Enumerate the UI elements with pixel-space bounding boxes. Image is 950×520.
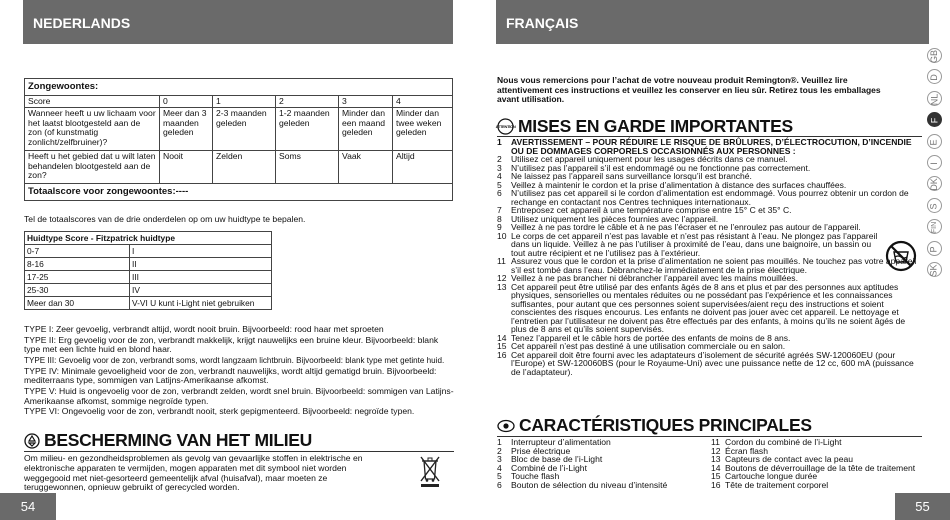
add-scores-note: Tel de totaalscores van de drie onderdelen op om uw huidtype te bepalen. xyxy=(24,214,306,224)
list-item: 1 AVERTISSEMENT – POUR RÉDUIRE LE RISQUE DE BRÛLURES, D’ÉLECTROCUTION, D’INCENDIE OU DE DOMMAGES CORPORELS OCCASIONNÉS AUX PERSONNES : xyxy=(497,137,912,156)
table-caption: Huidtype Score - Fitzpatrick huidtype xyxy=(25,232,272,245)
list-item: 1 Interrupteur d’alimentation xyxy=(497,437,611,447)
list-item: TYPE I: Zeer gevoelig, verbrandt altijd, wordt nooit bruin. Bijvoorbeeld: rood haar met sproeten xyxy=(24,324,384,334)
page-number: 55 xyxy=(895,493,950,520)
list-item: 11 Assurez vous que le cordon et la prise d’alimentation ne soient pas mouillés. Ne touchez pas votre appareil s’il est tombé dans l’eau. Débranchez-le immédiatement de la prise électrique. xyxy=(497,256,917,275)
list-item: 7 Entreposez cet appareil à une température comprise entre 15° C et 35° C. xyxy=(497,205,792,215)
page-french xyxy=(475,0,950,520)
page-header: NEDERLANDS xyxy=(23,0,453,44)
table-row: Meer dan 30 V-VI U kunt i-Light niet gebruiken xyxy=(25,297,272,310)
list-item: 13 Cet appareil peut être utilisé par des enfants âgés de 8 ans et plus et par des personnes aux aptitudes physiques, sensorielles ou mentales réduites ou ne possédant pas l’expérience et les connaissances suffisantes, pour autant que ces personnes soient supervisées/aient reçu des instructions et soient conscientes des risques encourus. Les enfants ne doivent pas jouer avec cet appareil. Le nettoyage et l’entretien par l’utilisateur ne doivent pas être effectués par des enfants, à moins qu’ils ne soient âgés de plus de 8 ans et qu’ils soient supervisés. xyxy=(497,281,906,334)
weee-bin-icon xyxy=(418,453,442,487)
list-item: 14 Boutons de déverrouillage de la tête de traitement xyxy=(711,462,916,473)
list-item: 16 Tête de traitement corporel xyxy=(711,479,829,490)
page-number: 54 xyxy=(0,493,56,520)
table-row: Heeft u het gebied dat u wilt laten behandelen blootgesteld aan de zon? Nooit Zelden Soms Vaak Altijd xyxy=(25,151,453,184)
list-item: 16 Cet appareil doit être fourni avec les adaptateurs d’isolement de sécurité agréés SW-120060EU (pour l’Europe) et SW-120060BS (pour le Royaume-Uni) avec une puissance nette de 12 cc, 600 mA (puissance de l’adaptateur). xyxy=(497,349,914,377)
list-item: 14 Tenez l’appareil et le câble hors de portée des enfants de moins de 8 ans. xyxy=(497,332,791,343)
env-section-title: BESCHERMING VAN HET MILIEU xyxy=(24,430,312,451)
features-section-title: CARACTÉRISTIQUES PRINCIPALES xyxy=(497,415,812,436)
lang-tab-d[interactable]: D xyxy=(927,69,942,84)
features-list-left xyxy=(497,438,707,489)
list-item: 13 Capteurs de contact avec la peau xyxy=(711,454,854,464)
list-item: 15 Cet appareil n’est pas destiné à une utilisation commerciale ou en salon. xyxy=(497,341,786,351)
list-item: TYPE IV: Minimale gevoeligheid voor de zon, verbrandt nauwelijks, wordt altijd gematigd bruin. Bijvoorbeeld: mediterraans type, sommigen van Latijns-Amerikaanse afkomst. xyxy=(24,365,437,386)
sun-habits-table xyxy=(24,78,453,201)
list-item: 6 Bouton de sélection du niveau d’intensité xyxy=(497,479,668,490)
page-header: FRANÇAIS xyxy=(496,0,929,44)
features-list-right xyxy=(711,438,923,489)
list-item: TYPE V: Huid is ongevoelig voor de zon, verbrandt zelden, wordt snel bruin. Bijvoorbeeld: sommigen van Latijns-Amerikaanse afkomst, sommige negroïde typen. xyxy=(24,385,454,406)
list-item: 5 Touche flash xyxy=(497,471,560,481)
table-row: 25-30 IV xyxy=(25,284,272,297)
table-row: 0-7 I xyxy=(25,245,272,258)
lang-tab-fin[interactable]: FIN xyxy=(927,219,942,234)
eye-icon xyxy=(497,419,515,433)
list-item: 6 N’utilisez pas cet appareil si le cordon d’alimentation est endommagé. Vous pourrez obtenir un cordon de rechange en contactant nos Centres techniques internationaux. xyxy=(497,188,909,207)
lang-tab-e[interactable]: E xyxy=(927,134,942,149)
lang-tab-f[interactable]: F xyxy=(927,112,942,127)
list-item: TYPE VI: Ongevoelig voor de zon, verbrandt nooit, sterk gepigmenteerd. Bijvoorbeeld: negroïde typen. xyxy=(24,406,415,417)
lang-tab-sk[interactable]: SK xyxy=(927,262,942,277)
warnings-list xyxy=(497,138,922,376)
attention-icon xyxy=(497,118,514,135)
lang-tab-s[interactable]: S xyxy=(927,198,942,213)
intro-text: Nous vous remercions pour l’achat de votre nouveau produit Remington®. Veuillez lire attentivement ces instructions et veuillez les conserver en lieu sûr. Retirez tous les emballages avant utilisation. xyxy=(497,75,881,105)
list-item: TYPE III: Gevoelig voor de zon, verbrandt soms, wordt langzaam lichtbruin. Bijvoorbeeld: blank type met getinte huid. xyxy=(24,355,445,365)
list-item: 2 Prise électrique xyxy=(497,445,571,456)
lang-tab-p[interactable]: P xyxy=(927,241,942,256)
table-row: Score 0 1 2 3 4 xyxy=(25,95,453,108)
fitzpatrick-table xyxy=(24,231,272,310)
language-tabs xyxy=(927,48,942,283)
list-item: 15 Cartouche longue durée xyxy=(711,471,818,481)
skin-types-list xyxy=(24,325,454,418)
list-item: 11 Cordon du combiné de l’i-Light xyxy=(711,437,842,447)
lang-tab-i[interactable]: I xyxy=(927,155,942,170)
list-item: 12 Veillez à ne pas brancher ni débrancher l’appareil avec les mains mouillées. xyxy=(497,273,798,283)
svg-text:ATTENTION: ATTENTION xyxy=(495,124,516,130)
table-total: Totaalscore voor zongewoontes:---- xyxy=(25,184,453,201)
table-row: 8-16 II xyxy=(25,258,272,271)
env-text: Om milieu- en gezondheidsproblemen als gevolg van gevaarlijke stoffen in elektrische en elektronische apparaten te vermijden, mogen apparaten met dit symbool niet worden weggegooid met niet-gesorteerd gemeentelijk afval (huisafval), maar moeten ze teruggewonnen, opnieuw gebruikt of gerecycled worden. xyxy=(24,453,363,493)
no-water-icon xyxy=(885,240,917,272)
lang-tab-gb[interactable]: GB xyxy=(927,48,942,63)
recycle-icon xyxy=(24,433,40,449)
list-item: 10 Le corps de cet appareil n’est pas lavable et n’est pas résistant à l’eau. Ne plongez pas l’appareil dans un liquide. Veillez à ne pas l’utiliser à proximité de l’eau, dans une baignoire, un bassin ou tout autre récipient et ne l’utilisez pas à l’extérieur. xyxy=(497,230,878,258)
divider xyxy=(24,451,454,452)
list-item: 4 Ne laissez pas l’appareil sans surveillance lorsqu’il est branché. xyxy=(497,171,752,181)
lang-tab-nl[interactable]: NL xyxy=(927,91,942,106)
list-item: 9 Veillez à ne pas tordre le câble et à ne pas l’écraser et ne l’enroulez pas autour de l’appareil. xyxy=(497,222,861,232)
list-item: 2 Utilisez cet appareil uniquement pour les usages décrits dans ce manuel. xyxy=(497,154,788,164)
table-row: 17-25 III xyxy=(25,271,272,284)
list-item: 12 Écran flash xyxy=(711,445,768,456)
table-caption: Zongewoontes: xyxy=(25,79,453,96)
list-item: 8 Utilisez uniquement les pièces fournies avec l’appareil. xyxy=(497,213,719,224)
list-item: 3 Bloc de base de l’i-Light xyxy=(497,454,603,464)
warnings-section-title: ATTENTION MISES EN GARDE IMPORTANTES xyxy=(495,116,793,136)
list-item: TYPE II: Erg gevoelig voor de zon, verbrandt makkelijk, krijgt nauwelijks een bruine kleur. Bijvoorbeeld: blank type met een lichte huid en blond haar. xyxy=(24,334,439,355)
list-item: 3 N’utilisez pas l’appareil s’il est endommagé ou ne fonctionne pas correctement. xyxy=(497,162,811,173)
table-row: Wanneer heeft u uw lichaam voor het laatst blootgesteld aan de zon (of kunstmatig zonlicht/zelfbruiner)? Meer dan 3 maanden geleden 2-3 maanden geleden 1-2 maanden geleden Minder dan een maand geleden Minder dan twee weken geleden xyxy=(25,108,453,151)
lang-tab-dk[interactable]: DK xyxy=(927,176,942,191)
list-item: 5 Veillez à maintenir le cordon et la prise d’alimentation à distance des surfaces chauffées. xyxy=(497,179,847,190)
list-item: 4 Combiné de l’i-Light xyxy=(497,462,587,473)
